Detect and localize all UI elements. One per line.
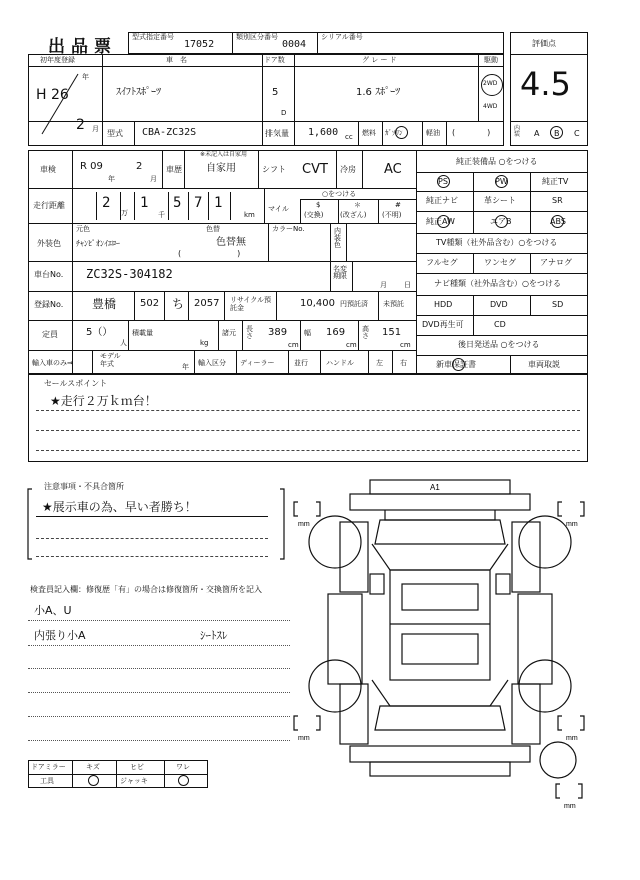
legend-scratch: キズ [86,763,100,771]
mileage-digit-2: 1 [140,195,149,211]
diesel-label: 軽油 [426,129,440,137]
score-label: 評価点 [532,39,556,48]
left-label: 左 [376,359,383,367]
legend-jack: ジャッキ [120,777,148,785]
equip-aw: 純正AW [426,217,455,226]
model-year-label: モデル年式 [100,352,121,368]
handle-label: ハンドル [326,359,354,367]
color-code-label: 色替 [206,225,220,233]
model-year-unit: 年 [182,363,189,371]
mileage-digit-4: 7 [194,195,203,211]
circle-note: ○をつける [322,190,357,198]
navi-hdd: HDD [434,300,453,309]
equip-navi: 純正ナビ [426,196,458,205]
km-unit: km [244,211,255,219]
year-unit: 年 [82,73,89,81]
type-no: 17052 [184,39,215,50]
tv-header: TV種類（社外品含む）○をつける [436,238,558,247]
later-header: 後日発送品 ○をつける [458,340,540,349]
legend-tools-mark [88,775,99,786]
serial-label: シリアル番号 [321,33,363,41]
interior-grade-circle [550,126,563,139]
recycle-unpaid: 未預託 [383,300,404,308]
equip-leather: 革シート [484,196,516,205]
equip-tv: 純正TV [542,177,569,186]
length-value: 389 [268,327,288,338]
inspector-line-1: 小A、U [34,604,72,617]
sales-point-box [28,374,588,462]
drive-2wd: 2WD [483,80,498,87]
equip-abs: ABS [550,217,566,226]
later-warranty-circle [452,358,465,371]
model-value: CBA-ZC32S [142,127,197,138]
unknown-symbol: # [395,201,401,209]
man-unit: 万 [121,209,128,217]
mile-label: マイル [268,205,289,213]
type-no-label: 型式指定番号 [132,33,174,41]
height-value: 151 [382,327,402,338]
equip-abs-circle [551,215,564,228]
ac-value: AC [384,162,402,177]
sales-point-label: セールスポイント [44,379,108,388]
load-label: 積載量 [132,329,153,337]
equip-sr: SR [552,196,563,205]
inspector-line-2-right: ｼｰﾄｽﾚ [200,629,228,642]
model-label: 型式 [107,129,123,138]
notes-text: ★展示車の為、早い者勝ち！ [42,500,197,514]
class-no-label: 類別区分番号 [236,33,278,41]
sen-unit: 千 [158,211,165,219]
height-label: 高さ [362,325,369,340]
history-label: 車歴 [166,165,182,174]
notes-label: 注意事項・不具合箇所 [44,482,124,491]
original-color: ﾁｬﾝﾋﾟｵﾝｲｴﾛｰ [76,239,120,248]
navi-sd: SD [552,300,564,309]
diesel-paren: ( ) [452,128,491,137]
shift-value: CVT [302,162,328,177]
history-value: 自家用 [206,163,236,174]
dims-label: 諸元 [222,329,236,337]
dvd-playback: DVD再生可 [422,320,464,329]
first-reg-label: 初年度登録 [40,56,75,64]
plate-number: 2057 [194,298,220,309]
exchange-symbol: $ [316,201,321,209]
equip-pw-circle [495,175,508,188]
mileage-digit-5: 1 [214,195,223,211]
interior-label: 内装 [514,125,521,138]
expiry-month: 月 [380,281,387,289]
legend-crack: ヒビ [130,763,144,771]
cd-label: CD [494,320,506,329]
grade-value: 1.6 ｽﾎﾟｰﾂ [356,87,401,98]
later-warranty: 新車保証書 [436,360,476,369]
tv-fullseg: フルセグ [426,258,458,267]
grade-label: グ レ ー ド [362,56,397,64]
mm-front-right: mm [566,521,578,528]
shaken-month-unit: 月 [150,175,157,183]
exchange-label: (交換) [304,211,324,219]
fuel-label: 燃料 [362,129,376,137]
car-damage-diagram [290,474,590,814]
recycle-label: リサイクル預託金 [230,296,272,313]
length-label: 長さ [246,325,253,340]
color-change-paren: ( ) [178,249,241,258]
expiry-label: 名変期限 [333,265,347,280]
equip-ps-circle [437,175,450,188]
plate-region: 豊橋 [92,297,117,311]
diagram-a1-label: A1 [430,483,440,492]
equip-airbag-circle [495,215,508,228]
kg-unit: kg [200,339,209,347]
mm-rear-left: mm [298,735,310,742]
inspector-label: 検査員記入欄：修復歴「有」の場合は修復箇所・交換箇所を記入 [30,585,262,594]
first-reg-year: H 26 [36,87,69,103]
shaken-month: 2 [136,161,143,172]
color-no-label: カラーNo. [272,225,305,233]
date-slash [28,66,102,146]
doors-sub: D [281,109,287,117]
legend-tools: 工具 [40,777,54,785]
plate-class: 502 [140,298,160,309]
interior-grade-c: C [574,129,580,138]
shaken-label: 車検 [40,165,56,174]
history-note: ※未記入は自家用 [200,151,248,158]
expiry-day: 日 [404,281,411,289]
color-change: 色替無 [216,237,246,248]
equipment-header: 純正装備品 ○をつける [456,157,538,166]
legend-jack-mark [178,775,189,786]
displacement-label: 排気量 [265,129,289,138]
score-value: 4.5 [520,65,571,103]
equip-ps: PS [438,177,448,186]
shift-label: シフト [262,165,286,174]
mileage-digit-1: 2 [102,195,111,211]
displacement-value: 1,600 [308,127,339,138]
original-color-label: 元色 [76,225,90,233]
mileage-digit-3: 5 [173,195,182,211]
tv-analog: アナログ [540,258,572,267]
recycle-amount: 10,400 [300,298,335,309]
month-unit: 月 [92,125,99,133]
mileage-label: 走行距離 [33,201,65,210]
notes-bracket [26,483,288,563]
capacity-value: 5（） [86,327,113,338]
fuel-value: ｶﾞｿﾘﾝ [385,129,403,137]
fuel-circle [395,126,408,139]
dealer-label: ディーラー [240,359,275,367]
legend-break: ワレ [176,763,190,771]
unknown-label: (不明) [382,211,402,219]
height-cm: cm [400,341,411,349]
cc-unit: cc [345,133,353,141]
width-cm: cm [346,341,357,349]
drive-label: 駆動 [484,56,498,64]
shaken-year: R 09 [80,161,103,172]
tv-oneseg: ワンセグ [484,258,516,267]
class-no: 0004 [282,39,307,50]
plate-label: 登録No. [34,300,64,309]
mm-spare: mm [564,803,576,810]
drive-4wd: 4WD [483,103,498,110]
interior-color-label: 内装色 [334,227,341,249]
equip-pw: PW [495,177,508,186]
car-name: ｽｲﾌﾄｽﾎﾟｰﾂ [116,87,161,98]
chassis-label: 車台No. [34,270,64,279]
color-label: 外装色 [37,239,61,248]
title: 出品票 [48,37,117,57]
first-reg-month: 2 [76,117,85,133]
later-manual: 車両取説 [528,360,560,369]
mm-rear-right: mm [566,735,578,742]
capacity-label: 定員 [42,330,58,339]
parallel-label: 並行 [294,359,308,367]
person-unit: 人 [120,339,127,347]
shaken-year-unit: 年 [108,175,115,183]
car-name-label: 車 名 [166,56,187,64]
chassis-value: ZC32S-304182 [86,267,173,281]
altered-label: (改ざん) [340,211,367,219]
recycle-unit: 円預託済 [340,300,368,308]
right-label: 右 [400,359,407,367]
doors-label: ドア数 [264,56,285,64]
equip-airbag: エアB [490,217,512,226]
width-label: 幅 [304,329,311,337]
import-label: 輸入車のみ⇒ [32,359,73,367]
plate-kana: ち [172,297,185,311]
inspector-line-2-left: 内張り小A [34,629,86,642]
mm-front-left: mm [298,521,310,528]
ac-label: 冷房 [340,165,356,174]
import-type-label: 輸入区分 [198,359,226,367]
navi-dvd: DVD [490,300,508,309]
length-cm: cm [288,341,299,349]
interior-grade-b: B [554,129,560,138]
doors-value: 5 [272,87,279,98]
sales-point-text: ★走行２万ｋｍ台！ [50,394,157,408]
width-value: 169 [326,327,346,338]
legend-mirror: ドアミラー [31,763,66,771]
navi-header: ナビ種類（社外品含む）○をつける [434,279,561,288]
altered-symbol: ＊ [354,201,361,209]
equip-aw-circle [437,215,450,228]
interior-grade-a: A [534,129,540,138]
